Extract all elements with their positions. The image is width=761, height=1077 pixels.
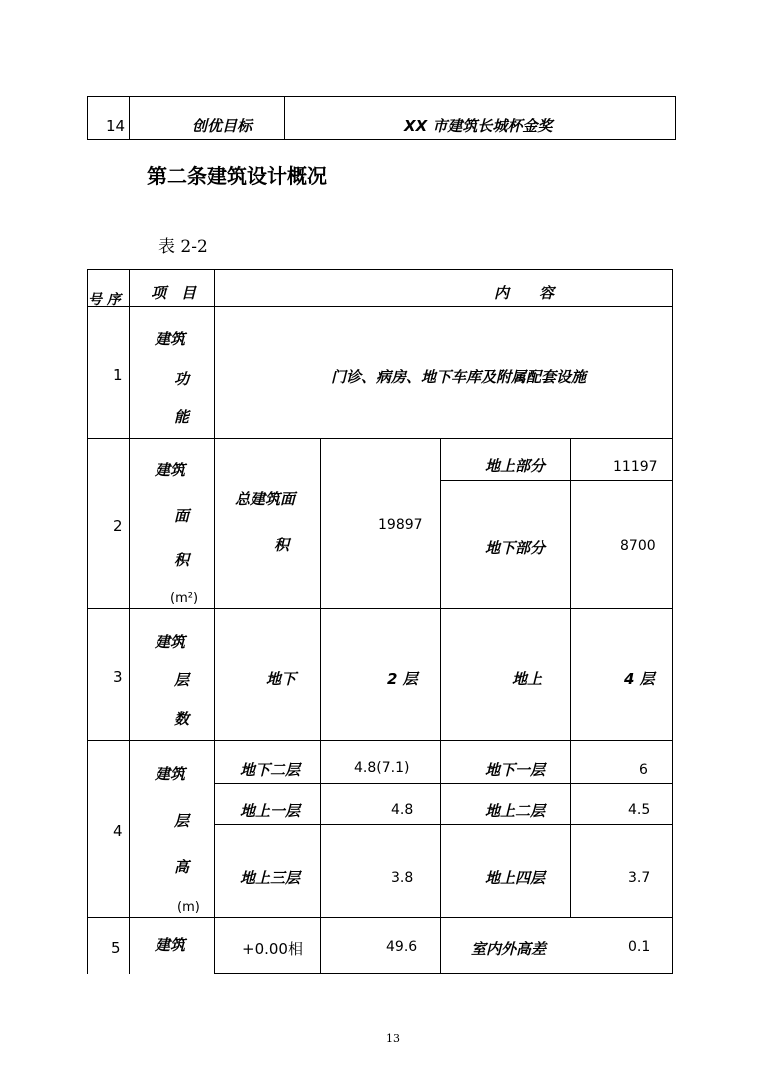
row4-item-line3: 高 [174,858,190,876]
row4-b1-label: 地下一层 [485,761,546,779]
row4-b2-value: 4.8(7.1) [354,760,410,776]
row5-diff-value: 0.1 [628,939,651,955]
row5-zero-value: 49.6 [386,939,418,955]
row5-diff-label: 室内外高差 [471,940,547,958]
row2-below-label: 地下部分 [485,539,546,557]
row1-item-line3: 能 [174,408,190,426]
row4-number: 4 [113,822,123,840]
row2-item-unit: (m²) [170,591,199,606]
row4-f4-label: 地上四层 [485,869,546,887]
row2-total-label-line2: 积 [274,536,290,554]
row4-item-line1: 建筑 [155,765,186,783]
row3-above-value: 4 层 [624,670,655,688]
row2-item-line3: 积 [174,551,190,569]
row4-f2-label: 地上二层 [485,802,546,820]
row3-item-line3: 数 [174,710,190,728]
row2-number: 2 [113,517,123,535]
row1-number: 1 [113,366,123,384]
table-caption: 表 2-2 [158,237,208,257]
row4-f3-value: 3.8 [391,870,414,886]
row4-f2-value: 4.5 [628,802,651,818]
row4-b2-label: 地下二层 [240,761,301,779]
row5-zero-label: +0.00相 [242,940,303,958]
row4-f1-value: 4.8 [391,802,414,818]
row4-f4-value: 3.7 [628,870,651,886]
row4-item-line2: 层 [174,812,190,830]
header-content: 内 容 [494,284,555,302]
row2-total-value: 19897 [378,517,423,533]
prev-row-item: 创优目标 [192,117,253,135]
row4-item-unit: (m) [177,900,200,915]
header-item: 项 目 [151,284,197,302]
page-number: 13 [386,1032,400,1045]
row4-f3-label: 地上三层 [240,869,301,887]
prev-row-number: 14 [106,117,126,135]
prev-row-content: XX 市建筑长城杯金奖 [404,117,553,135]
row2-total-label-line1: 总建筑面 [235,490,296,508]
row5-item-line1: 建筑 [155,936,186,954]
row2-item-line1: 建筑 [155,461,186,479]
row1-content: 门诊、病房、地下车库及附属配套设施 [331,368,587,386]
row3-below-value: 2 层 [387,670,418,688]
row1-item-line1: 建筑 [155,330,186,348]
header-number: 号 序 [88,292,121,308]
row3-item-line2: 层 [174,671,190,689]
row3-above-label: 地上 [512,670,543,688]
row2-above-value: 11197 [613,459,658,475]
row4-f1-label: 地上一层 [240,802,301,820]
row5-number: 5 [111,939,121,957]
section-title: 第二条建筑设计概况 [147,164,327,188]
row4-b1-value: 6 [639,762,648,778]
row3-below-label: 地下 [266,670,297,688]
row3-item-line1: 建筑 [155,633,186,651]
row2-item-line2: 面 [174,507,190,525]
row2-above-label: 地上部分 [485,457,546,475]
row1-item-line2: 功 [174,370,190,388]
row2-below-value: 8700 [620,538,656,554]
row3-number: 3 [113,668,123,686]
